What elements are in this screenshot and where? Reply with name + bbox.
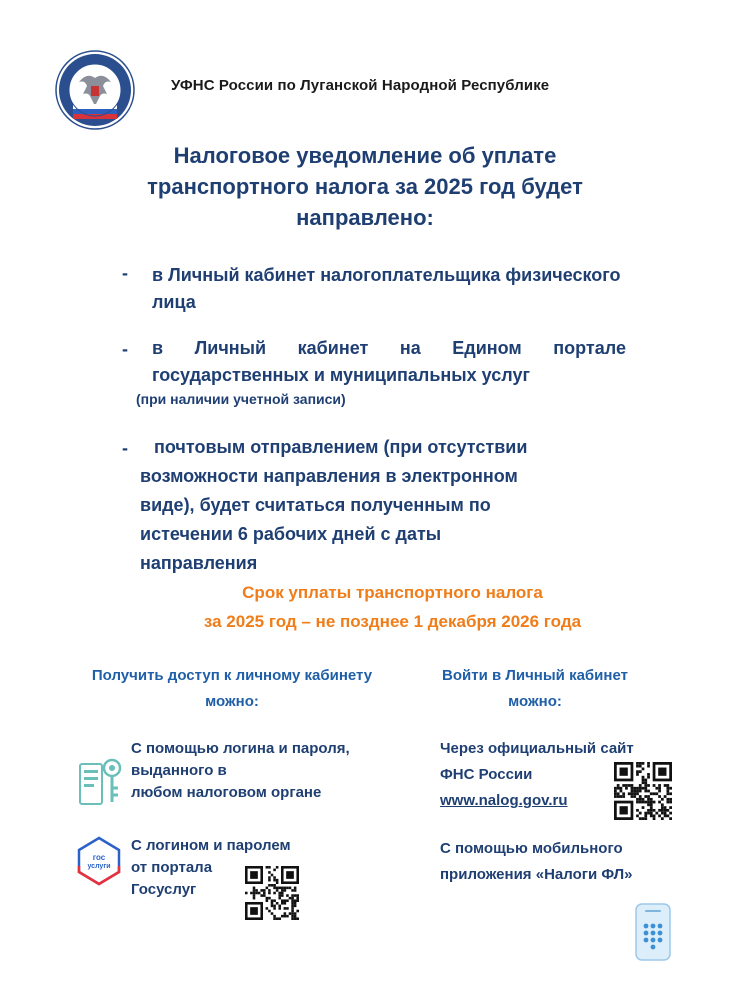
qr-code-icon — [245, 866, 299, 920]
item-word: Едином — [452, 338, 522, 358]
nalog-site-link[interactable]: www.nalog.gov.ru — [440, 792, 568, 809]
key-document-icon — [78, 756, 126, 808]
main-heading — [90, 140, 640, 233]
item-line: направления — [140, 553, 258, 573]
item-line: государственных и муниципальных услуг — [152, 365, 530, 385]
item-line: истечении 6 рабочих дней с даты — [140, 524, 442, 544]
method-line: С логином и паролем — [131, 837, 291, 854]
method-line: приложения «Налоги ФЛ» — [440, 866, 633, 883]
access-heading-line: можно: — [205, 693, 259, 710]
method-line: Госуслуг — [131, 881, 197, 898]
item-word: в — [152, 338, 164, 358]
gosuslugi-logo-text: гос — [92, 853, 106, 862]
item-line: лица — [152, 292, 196, 312]
gosuslugi-logo-text: услуги — [87, 863, 111, 870]
qr-code-icon — [614, 762, 672, 820]
method-line: любом налоговом органе — [131, 784, 322, 801]
account-note: (при наличии учетной записи) — [136, 391, 346, 407]
item-line: почтовым отправлением (при отсутствии — [154, 437, 528, 457]
list-dash: - — [122, 339, 128, 359]
org-title: УФНС России по Луганской Народной Республике — [171, 77, 550, 94]
item-word: Личный — [194, 338, 267, 358]
item-word: на — [399, 338, 421, 358]
payment-deadline — [120, 578, 665, 636]
login-heading-line: Войти в Личный кабинет — [442, 667, 628, 684]
gosuslugi-logo-icon — [76, 836, 122, 886]
access-heading — [72, 663, 392, 715]
item-line: в Личный кабинет налогоплательщика физического — [152, 265, 621, 285]
item-word: портале — [553, 338, 626, 358]
login-heading — [430, 663, 640, 715]
method-line: выданного в — [131, 762, 227, 779]
method-line: Через официальный сайт — [440, 740, 634, 757]
item-line: виде), будет считаться полученным по — [140, 495, 491, 515]
method-line: ФНС России — [440, 766, 533, 783]
login-method-mobile-app — [440, 836, 632, 888]
list-dash: - — [122, 438, 128, 458]
login-heading-line: можно: — [508, 693, 562, 710]
access-method-tax-office — [131, 738, 350, 804]
method-line: от портала — [131, 859, 213, 876]
heading-line: транспортного налога за 2025 год будет — [147, 174, 583, 199]
heading-line: Налоговое уведомление об уплате — [173, 143, 557, 168]
item-word: кабинет — [297, 338, 369, 358]
heading-line: направлено: — [296, 205, 434, 230]
method-line: С помощью мобильного — [440, 840, 623, 857]
delivery-item-personal-cabinet — [152, 262, 621, 316]
fns-emblem-icon — [55, 50, 135, 130]
delivery-item-gosuslugi — [152, 335, 626, 389]
access-heading-line: Получить доступ к личному кабинету — [91, 667, 373, 684]
deadline-line: за 2025 год – не позднее 1 декабря 2026 года — [203, 612, 582, 631]
item-line: возможности направления в электронном — [140, 466, 518, 486]
method-line: С помощью логина и пароля, — [131, 740, 350, 757]
list-dash: - — [122, 263, 128, 283]
deadline-line: Срок уплаты транспортного налога — [242, 583, 543, 602]
mobile-phone-icon — [634, 902, 672, 962]
item-line — [152, 335, 626, 362]
delivery-item-postal — [140, 433, 527, 578]
login-method-website — [440, 736, 634, 814]
